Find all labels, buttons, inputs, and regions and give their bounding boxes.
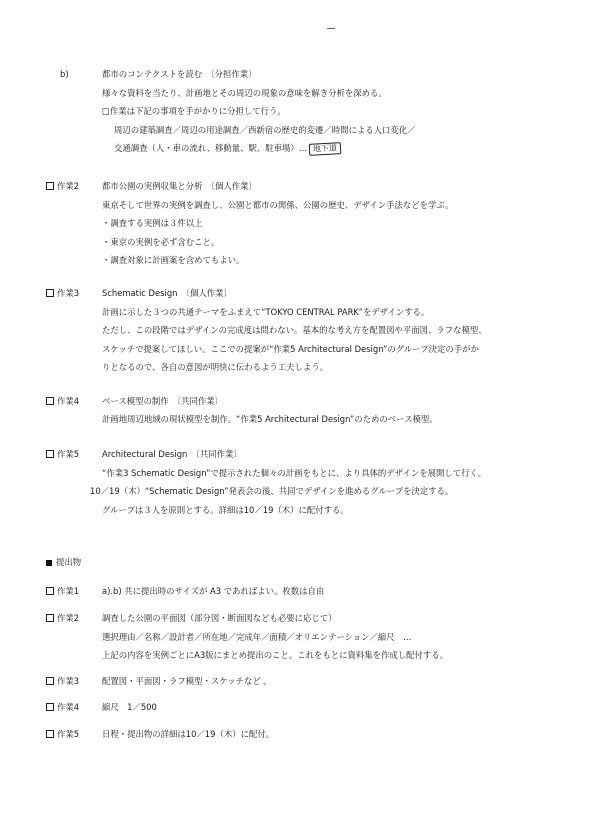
task-label-text: 作業4 <box>57 702 80 712</box>
text-line: 周辺の建築調査／周辺の用途調査／西新宿の歴史的変遷／時間による人口変化／ <box>114 125 416 135</box>
task-label-text: 作業5 <box>57 449 80 459</box>
text-line: 配置図・平面図・ラフ模型・スケッチなど 。 <box>102 676 272 686</box>
checkbox-icon <box>46 614 54 622</box>
text-line: □作業は下記の事項を手がかりに分担して行う。 <box>102 106 286 116</box>
section-title: 都市公園の実例収集と分析 〔個人作業〕 <box>102 181 257 191</box>
text-line: 縮尺 1／500 <box>102 702 157 712</box>
text-line: スケッチで提案してほしい。ここでの提案が“作業5 Architectural Design”のグループ決定の手がか <box>102 344 479 354</box>
task-label-text: 作業3 <box>57 288 80 298</box>
handwritten-note: 地下道 <box>309 142 342 155</box>
text-line: 東京そして世界の実例を調査し、公園と都市の関係、公園の歴史、デザイン手法などを学ぶ。 <box>102 200 454 210</box>
text-line: 10／19（木）“Schematic Design”発表会の後、共同でデザインを進めるグループを決定する。 <box>90 486 454 496</box>
text-line: a).b) 共に提出時のサイズが A3 であればよい。枚数は自由 <box>102 586 325 596</box>
text-line <box>114 143 341 155</box>
text-line-content: 交通調査（人・車の流れ、移動量、駅、駐車場）… <box>114 143 308 153</box>
header-mark <box>327 28 335 29</box>
task-label-text: 作業2 <box>57 613 80 623</box>
checkbox-icon <box>46 450 54 458</box>
section-title: Architectural Design 〔共同作業〕 <box>102 449 242 459</box>
task-label <box>46 676 79 686</box>
checkbox-icon <box>46 289 54 297</box>
task-label-text: 作業3 <box>57 676 80 686</box>
submissions-heading <box>46 557 81 567</box>
task-label <box>46 729 79 739</box>
submissions-heading-text: 提出物 <box>56 557 82 567</box>
text-line: 様々な資料を当たり、計画地とその周辺の現象の意味を解き分析を深める。 <box>102 88 387 98</box>
square-bullet-icon <box>46 560 52 566</box>
text-line: りとなるので、各自の意図が明快に伝わるよう工夫しよう。 <box>102 362 328 372</box>
text-line: “作業3 Schematic Design”で提示された個々の計画をもとに、より具体的デザインを展開して行く。 <box>102 468 487 478</box>
section-title: 都市のコンテクストを読む 〔分担作業〕 <box>102 69 257 79</box>
task-label <box>46 181 79 191</box>
checkbox-icon <box>46 677 54 685</box>
task-label <box>46 288 79 298</box>
task-label-text: 作業2 <box>57 181 80 191</box>
task-label <box>46 702 79 712</box>
text-line: 調査した公園の平面図（部分図・断面図なども必要に応じて） <box>102 613 337 623</box>
task-label <box>46 613 79 623</box>
task-label-text: 作業4 <box>57 396 80 406</box>
task-label-text: 作業5 <box>57 729 80 739</box>
text-line: 日程・提出物の詳細は10／19（木）に配付。 <box>102 729 275 739</box>
checkbox-icon <box>46 182 54 190</box>
task-label-text: 作業1 <box>57 586 80 596</box>
text-line: 選択理由／名称／設計者／所在地／完成年／面積／オリエンテーション／縮尺 … <box>102 632 412 642</box>
text-line: 上記の内容を実例ごとにA3版にまとめ提出のこと。これをもとに資料集を作成し配付する。 <box>102 650 449 660</box>
section-title: ベース模型の制作 〔共同作業〕 <box>102 396 224 406</box>
text-line: ・調査対象に計画案を含めてもよい。 <box>102 255 245 265</box>
checkbox-icon <box>46 397 54 405</box>
checkbox-icon <box>46 703 54 711</box>
section-label: b) <box>60 69 69 79</box>
checkbox-icon <box>46 587 54 595</box>
text-line: 計画に示した３つの共通テーマをふまえて“TOKYO CENTRAL PARK”をデザインする。 <box>102 307 430 317</box>
section-title: Schematic Design 〔個人作業〕 <box>102 288 232 298</box>
text-line: ただし、この段階ではデザインの完成度は問わない。基本的な考え方を配置図や平面図、ラフな模型、 <box>102 325 487 335</box>
text-line: グループは３人を原則とする。詳細は10／19（木）に配付する。 <box>102 505 349 515</box>
checkbox-icon <box>46 730 54 738</box>
task-label <box>46 586 79 596</box>
text-line: ・東京の実例を必ず含むこと。 <box>102 237 220 247</box>
task-label <box>46 396 79 406</box>
text-line: 計画地周辺地域の現状模型を制作。“作業5 Architectural Design”のためのベース模型。 <box>102 414 438 424</box>
text-line: ・調査する実例は３件以上 <box>102 218 203 228</box>
task-label <box>46 449 79 459</box>
